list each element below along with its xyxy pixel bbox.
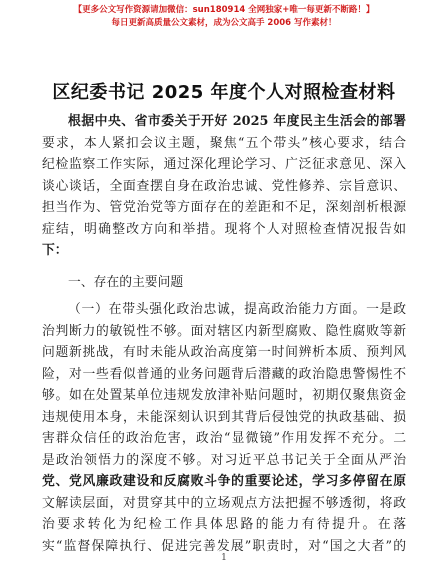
body-line: 险，对一些看似普通的业务问题背后潜藏的政治隐患警惕性不 — [42, 366, 406, 382]
body-line: 治判断力的敏锐性不够。面对辖区内新型腐败、隐性腐败等新 — [42, 323, 406, 339]
promo-banner — [0, 4, 448, 30]
promo-line-1: 【更多公文写作资源请加微信：sun180914 全网独家+唯一每更新不断路！】 — [73, 5, 375, 15]
body-line: 害群众信任的政治危害，政治“显微镜”作用发挥不充分。二 — [42, 431, 406, 446]
intro-line: 下： — [42, 243, 68, 258]
document-body — [42, 111, 406, 557]
body-line: 问题新挑战，有时未能从政治高度第一时间辨析本质、预判风 — [42, 345, 406, 360]
promo-line-2: 每日更新高质量公文素材，成为公文高手 2006 写作素材！ — [111, 18, 337, 28]
intro-line: 症结，明确整改方向和举措。现将个人对照检查情况报告如 — [42, 221, 406, 237]
body-line: 实“监督保障执行、促进完善发展”职责时，对“国之大者”的 — [42, 538, 406, 554]
intro-line: 担当作为、管党治党等方面存在的差距和不足，深刻剖析根源 — [42, 200, 406, 215]
body-line: 党、党风廉政建设和反腐败斗争的重要论述，学习多停留在原 — [42, 474, 406, 489]
intro-line: 根据中央、省市委关于开好 2025 年度民主生活会的部署 — [68, 114, 406, 129]
body-line: 文解读层面，对贯穿其中的立场观点方法把握不够透彻，将政 — [42, 495, 406, 511]
intro-line: 谈心谈话，全面查摆自身在政治忠诚、党性修养、宗旨意识、 — [42, 178, 406, 194]
body-line: 治要求转化为纪检工作具体思路的能力有待提升。在落 — [42, 517, 406, 532]
body-line: （一）在带头强化政治忠诚，提高政治能力方面。一是政 — [68, 302, 406, 317]
intro-line: 纪检监察工作实际，通过深化理论学习、广泛征求意见、深入 — [42, 157, 406, 172]
body-line: 违规使用本身，未能深刻认识到其背后侵蚀党的执政基础、损 — [42, 409, 406, 425]
section-heading: 一、存在的主要问题 — [68, 274, 184, 290]
body-line: 够。如在处置某单位违规发放津补贴问题时，初期仅聚焦资金 — [42, 388, 406, 403]
body-line: 是政治领悟力的深度不够。对习近平总书记关于全面从严治 — [42, 452, 406, 468]
intro-line: 要求，本人紧扣会议主题，聚焦“五个带头”核心要求，结合 — [42, 135, 406, 151]
page-number: 1 — [221, 553, 227, 563]
document-title: 区纪委书记 2025 年度个人对照检查材料 — [52, 82, 396, 103]
